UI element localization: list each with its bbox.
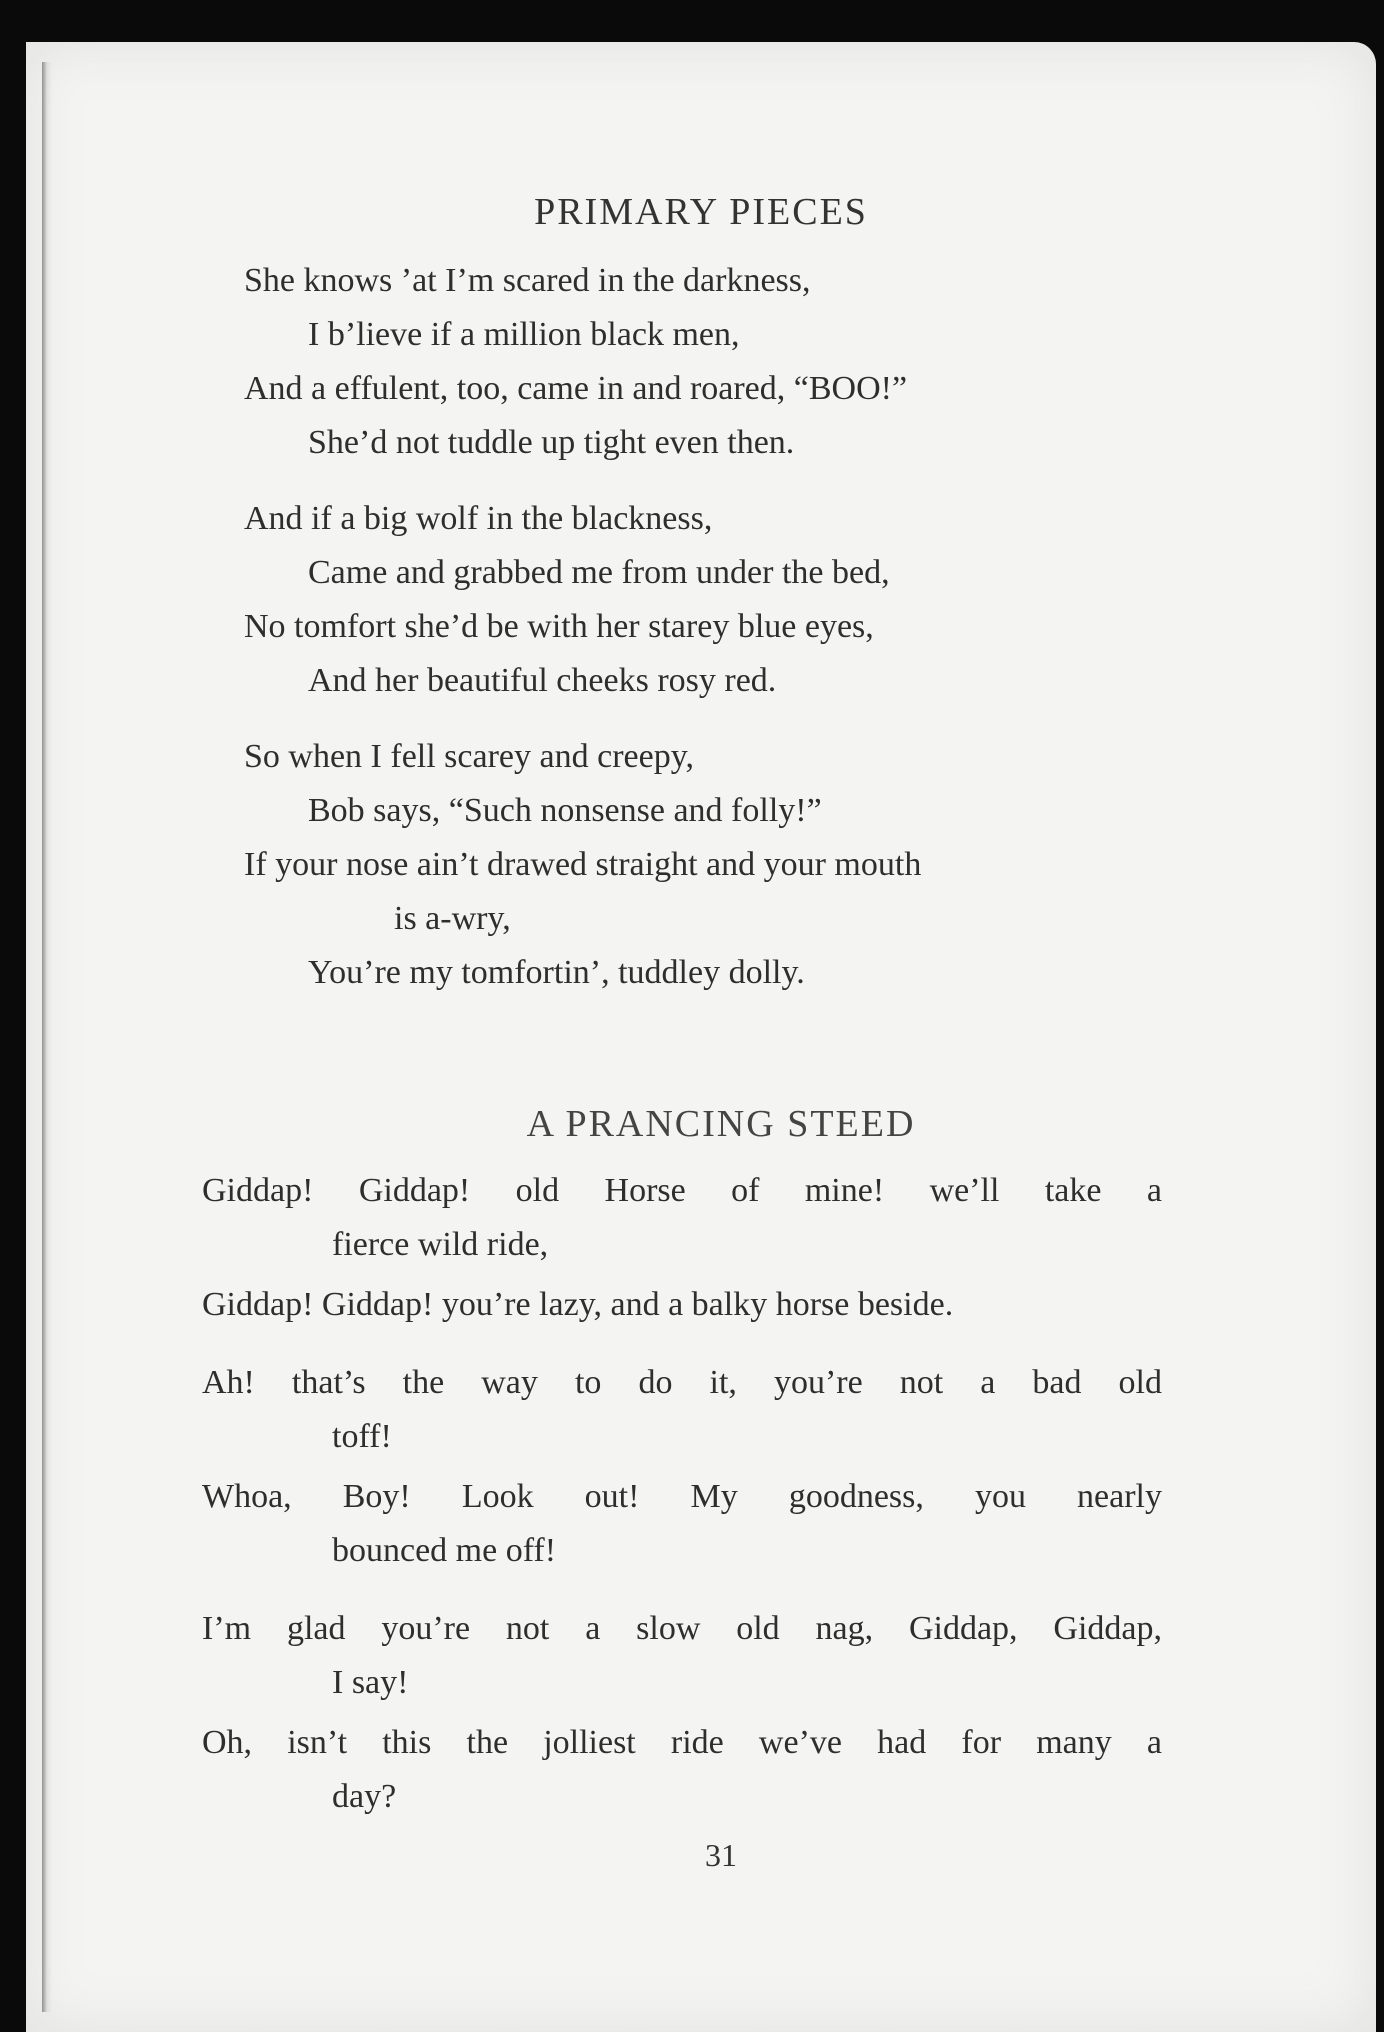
verse-line: Ah! that’s the way to do it, you’re not a bad old bbox=[202, 1364, 1162, 1401]
stanza bbox=[244, 492, 1244, 708]
verse-line-continuation: I say! bbox=[332, 1664, 409, 1701]
verse-line: I’m glad you’re not a slow old nag, Giddap, Giddap, bbox=[202, 1610, 1162, 1647]
verse-line: I b’lieve if a million black men, bbox=[308, 316, 740, 353]
verse-line: So when I fell scarey and creepy, bbox=[244, 738, 694, 775]
verse-line: And her beautiful cheeks rosy red. bbox=[308, 662, 777, 699]
verse-couplet bbox=[202, 1278, 1162, 1332]
verse-couplet bbox=[202, 1164, 1162, 1272]
poem-primary-pieces bbox=[244, 254, 1244, 1000]
book-page bbox=[26, 42, 1376, 2032]
poem-title: A PRANCING STEED bbox=[526, 1103, 916, 1145]
verse-line: You’re my tomfortin’, tuddley dolly. bbox=[308, 954, 805, 991]
stanza bbox=[244, 730, 1244, 1000]
verse-line-continuation: toff! bbox=[332, 1418, 392, 1455]
verse-line: No tomfort she’d be with her starey blue eyes, bbox=[244, 608, 874, 645]
verse-line: Giddap! Giddap! old Horse of mine! we’ll take a bbox=[202, 1172, 1162, 1209]
verse-line-continuation: bounced me off! bbox=[332, 1532, 557, 1569]
page-number: 31 bbox=[705, 1837, 737, 1873]
running-head: PRIMARY PIECES bbox=[534, 191, 868, 233]
verse-line: Whoa, Boy! Look out! My goodness, you nearly bbox=[202, 1478, 1162, 1515]
verse-line: Giddap! Giddap! you’re lazy, and a balky horse beside. bbox=[202, 1286, 954, 1323]
verse-line: Bob says, “Such nonsense and folly!” bbox=[308, 792, 822, 829]
verse-line: And if a big wolf in the blackness, bbox=[244, 500, 713, 537]
page-gutter-shadow bbox=[42, 62, 52, 2012]
verse-couplet bbox=[202, 1602, 1162, 1710]
verse-couplet bbox=[202, 1716, 1162, 1824]
verse-line: If your nose ain’t drawed straight and your mouth bbox=[244, 846, 922, 883]
verse-line: is a-wry, bbox=[394, 900, 511, 937]
verse-line: Came and grabbed me from under the bed, bbox=[308, 554, 890, 591]
verse-couplet bbox=[202, 1470, 1162, 1578]
verse-line: Oh, isn’t this the jolliest ride we’ve had for many a bbox=[202, 1724, 1162, 1761]
verse-line: She knows ’at I’m scared in the darkness, bbox=[244, 262, 811, 299]
stanza bbox=[244, 254, 1244, 470]
poem-a-prancing-steed bbox=[202, 1164, 1162, 1824]
verse-line: She’d not tuddle up tight even then. bbox=[308, 424, 795, 461]
verse-line-continuation: day? bbox=[332, 1778, 397, 1815]
verse-line: And a effulent, too, came in and roared, “BOO!” bbox=[244, 370, 908, 407]
verse-line-continuation: fierce wild ride, bbox=[332, 1226, 549, 1263]
verse-couplet bbox=[202, 1356, 1162, 1464]
